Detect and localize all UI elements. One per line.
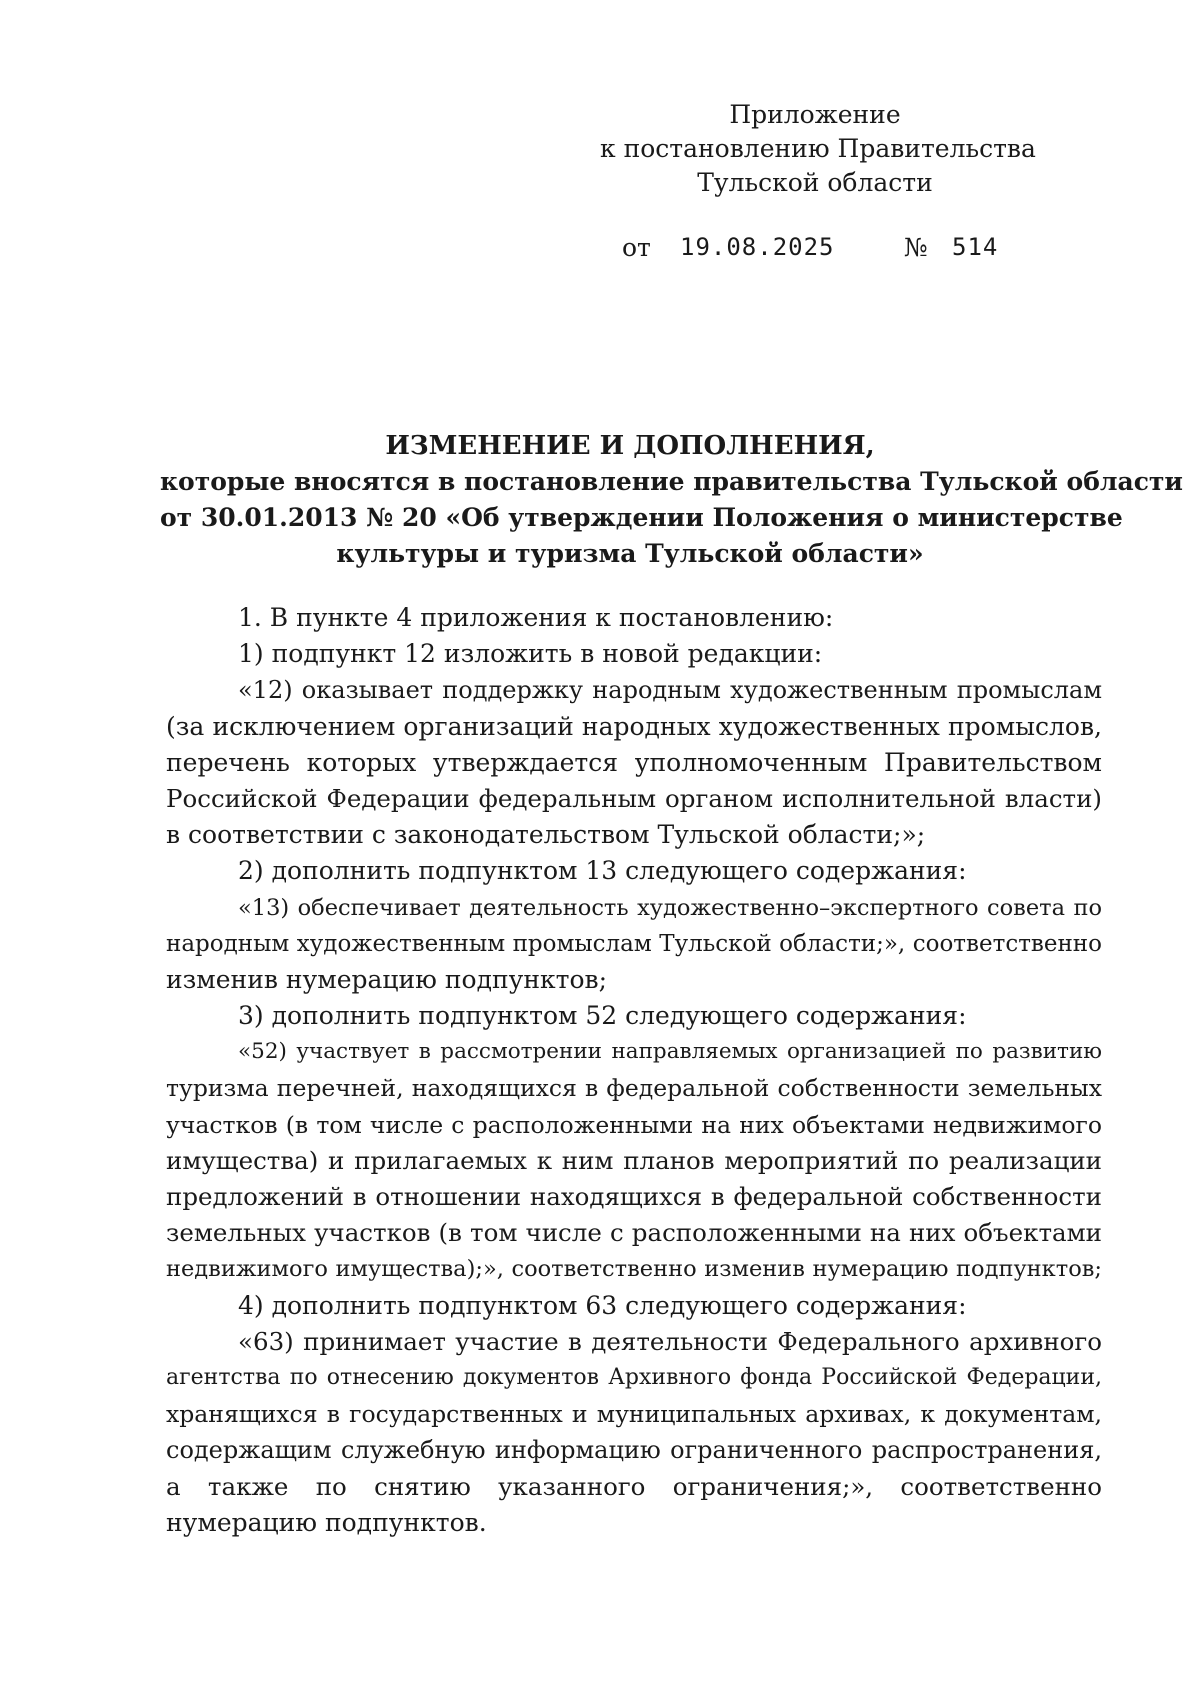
document-number: 514 xyxy=(952,233,999,261)
date-prefix: от xyxy=(622,233,651,262)
document-date: 19.08.2025 xyxy=(680,233,835,261)
text-line: изменив нумерацию подпунктов; xyxy=(166,964,608,994)
text-line: народным художественным промыслам Тульской области;», соответственно xyxy=(166,930,1102,957)
text-line: «52) участвует в рассмотрении направляемых организацией по развитию xyxy=(238,1039,1102,1065)
annex-region: Тульской области xyxy=(697,168,933,197)
registration-line xyxy=(622,233,1022,267)
subitem-2: 2) дополнить подпунктом 13 следующего содержания: xyxy=(238,856,967,886)
text-line: земельных участков (в том числе с расположенными на них объектами xyxy=(166,1218,1102,1248)
subitem-1: 1) подпункт 12 изложить в новой редакции: xyxy=(238,639,823,669)
text-line: предложений в отношении находящихся в федеральной собственности xyxy=(166,1182,1102,1211)
text-line: (за исключением организаций народных художественных промыслов, xyxy=(166,711,1102,741)
number-sign: № xyxy=(904,233,928,262)
text-line: имущества) и прилагаемых к ним планов мероприятий по реализации xyxy=(166,1145,1102,1175)
text-line: перечень которых утверждается уполномоченным Правительством xyxy=(166,747,1102,777)
text-line: туризма перечней, находящихся в федеральной собственности земельных xyxy=(166,1074,1102,1103)
subitem-4: 4) дополнить подпунктом 63 следующего содержания: xyxy=(238,1290,967,1320)
text-line: Российской Федерации федеральным органом исполнительной власти) xyxy=(166,783,1102,813)
text-line: недвижимого имущества);», соответственно изменив нумерацию подпунктов; xyxy=(166,1256,1102,1283)
text-line: а также по снятию указанного ограничения;», соответственно xyxy=(166,1471,1102,1501)
annex-title: Приложение xyxy=(729,100,901,129)
document-heading xyxy=(160,428,1183,572)
heading-line: которые вносятся в постановление правительства Тульской области xyxy=(160,467,1183,496)
text-line: участков (в том числе с расположенными на них объектами недвижимого xyxy=(166,1110,1102,1139)
heading-line: культуры и туризма Тульской области» xyxy=(336,539,924,568)
text-line: «63) принимает участие в деятельности Федерального архивного xyxy=(238,1326,1102,1356)
heading-title: ИЗМЕНЕНИЕ И ДОПОЛНЕНИЯ, xyxy=(385,431,875,461)
paragraph-item-1: 1. В пункте 4 приложения к постановлению: xyxy=(238,603,834,632)
text-line: «13) обеспечивает деятельность художественно–экспертного совета по xyxy=(238,894,1102,921)
text-line: хранящихся в государственных и муниципальных архивах, к документам, xyxy=(166,1400,1102,1429)
document-body xyxy=(166,600,1102,1541)
subitem-3: 3) дополнить подпунктом 52 следующего содержания: xyxy=(238,1001,967,1031)
text-line: содержащим служебную информацию ограниченного распространения, xyxy=(166,1436,1102,1465)
text-line: агентства по отнесению документов Архивного фонда Российской Федерации, xyxy=(166,1364,1102,1390)
text-line: нумерацию подпунктов. xyxy=(166,1507,487,1537)
text-line: «12) оказывает поддержку народным художественным промыслам xyxy=(238,676,1102,705)
annex-reference: к постановлению Правительства xyxy=(600,134,1036,163)
heading-line: от 30.01.2013 № 20 «Об утверждении Положения о министерстве xyxy=(160,503,1123,532)
annex-block xyxy=(600,98,1036,200)
text-line: в соответствии с законодательством Тульской области;»; xyxy=(166,820,926,850)
